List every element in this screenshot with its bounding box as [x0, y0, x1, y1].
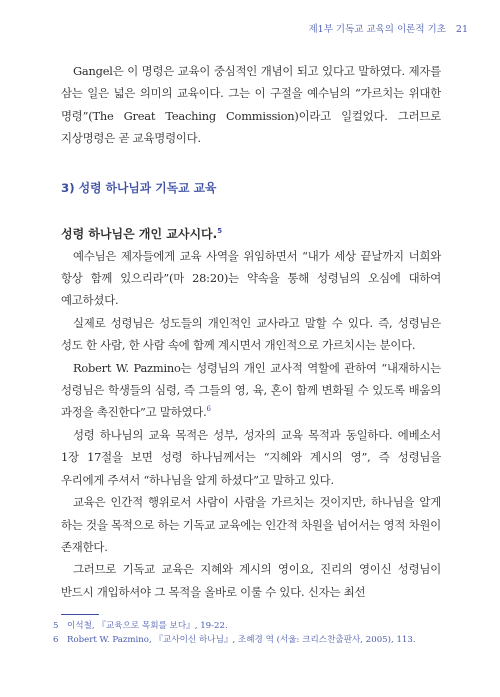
footnote-number: 6	[53, 634, 59, 645]
paragraph: 성령 하나님의 교육 목적은 성부, 성자의 교육 목적과 동일하다. 에베소서 1장 17절을 보면 성령 하나님께서는 “지혜와 계시의 영”, 즉 성령님을 우리에게 주셔서 “하나님을 알게 하셨다”고 말하고 있다.	[61, 427, 441, 487]
paragraph: 예수님은 제자들에게 교육 사역을 위임하면서 “내가 세상 끝날까지 너희와 항상 함께 있으리라”(마 28:20)는 약속을 통해 성령님의 오심에 대하여 예고하셨다.	[61, 248, 441, 308]
footnote-text: 이석철, 『교육으로 목회를 보다』, 19-22.	[67, 621, 228, 631]
page-body	[61, 60, 441, 603]
sub-heading-text: 성령 하나님은 개인 교사시다.	[61, 226, 218, 241]
paragraph-text: Robert W. Pazmino는 성령님의 개인 교사적 역할에 관하여 “내재하시는 성령님은 학생들의 심령, 즉 그들의 영, 육, 혼이 함께 변화될 수 있도록 배움의 과정을 촉진한다”고 말하였다.	[61, 360, 441, 420]
footnote-text: Robert W. Pazmino, 『교사이신 하나님』, 조혜경 역 (서울: 크리스찬출판사, 2005), 113.	[67, 634, 416, 645]
running-header	[308, 21, 468, 35]
footnote-ref[interactable]: 6	[206, 405, 211, 414]
paragraph: Gangel은 이 명령은 교육이 중심적인 개념이 되고 있다고 말하였다. 제자를 삼는 일은 넓은 의미의 교육이다. 그는 이 구절을 예수님의 “가르치는 위대한 명령”(The Great Teaching Commission)이라고 일컬었다. 그러므로 지상명령은 곧 교육명령이다.	[61, 64, 441, 146]
footnote-ref[interactable]: 5	[217, 226, 223, 235]
paragraph: 교육은 인간적 행위로서 사람이 사람을 가르치는 것이지만, 하나님을 알게 하는 것을 목적으로 하는 기독교 교육에는 인간적 차원을 넘어서는 영적 차원이 존재한다.	[61, 495, 441, 554]
footnotes	[53, 614, 441, 647]
footnote	[53, 634, 441, 648]
page-number: 21	[455, 24, 468, 35]
footnote-divider	[61, 614, 99, 615]
footnote	[53, 620, 441, 634]
running-title: 제1부 기독교 교육의 이론적 기초	[308, 24, 446, 35]
paragraph	[61, 357, 441, 424]
paragraph: 그러므로 기독교 교육은 지혜와 계시의 영이요, 진리의 영이신 성령님이 반드시 개입하셔야 그 목적을 올바로 이룰 수 있다. 신자는 최선	[61, 562, 441, 599]
paragraph: 실제로 성령님은 성도들의 개인적인 교사라고 말할 수 있다. 즉, 성령님은 성도 한 사람, 한 사람 속에 함께 계시면서 개인적으로 가르치시는 분이다.	[61, 315, 441, 353]
section-heading: 3) 성령 하나님과 기독교 교육	[61, 180, 217, 195]
footnote-number: 5	[53, 621, 59, 631]
sub-heading	[61, 223, 441, 245]
